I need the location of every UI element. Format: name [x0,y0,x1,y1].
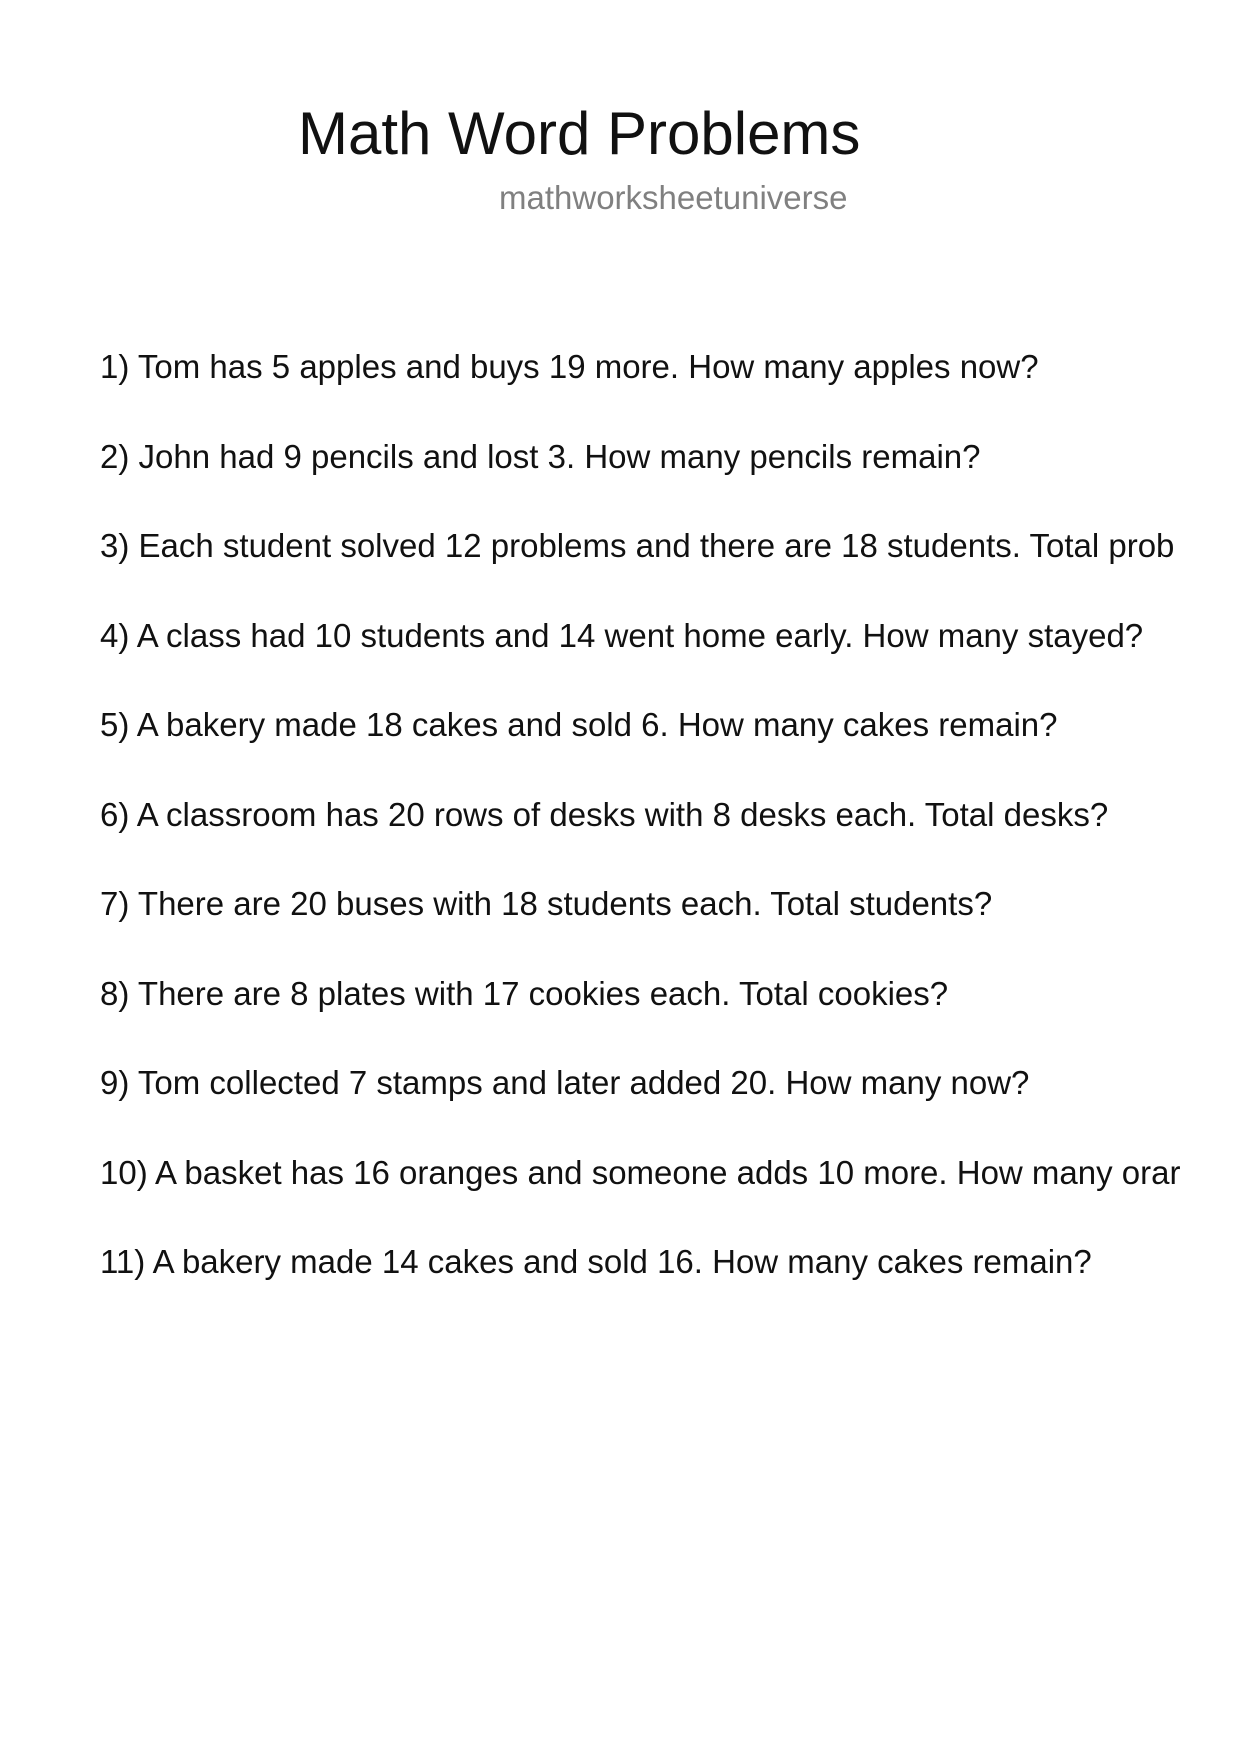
problem-8: 8) There are 8 plates with 17 cookies each. Total cookies? [100,974,949,1012]
worksheet-title: Math Word Problems [298,100,861,167]
worksheet-source: mathworksheetuniverse [499,179,848,216]
problem-list [100,345,1240,1330]
problem-10: 10) A basket has 16 oranges and someone adds 10 more. How many orar [100,1153,1181,1191]
problem-6: 6) A classroom has 20 rows of desks with 8 desks each. Total desks? [100,795,1109,833]
problem-2: 2) John had 9 pencils and lost 3. How many pencils remain? [100,437,981,475]
problem-11: 11) A bakery made 14 cakes and sold 16. How many cakes remain? [100,1243,1092,1280]
problem-5: 5) A bakery made 18 cakes and sold 6. How many cakes remain? [100,706,1058,743]
problem-9: 9) Tom collected 7 stamps and later added 20. How many now? [100,1064,1030,1101]
problem-7: 7) There are 20 buses with 18 students each. Total students? [100,885,993,922]
problem-1: 1) Tom has 5 apples and buys 19 more. How many apples now? [100,348,1039,385]
problem-4: 4) A class had 10 students and 14 went home early. How many stayed? [100,616,1144,654]
problem-3: 3) Each student solved 12 problems and there are 18 students. Total prob [100,527,1175,564]
